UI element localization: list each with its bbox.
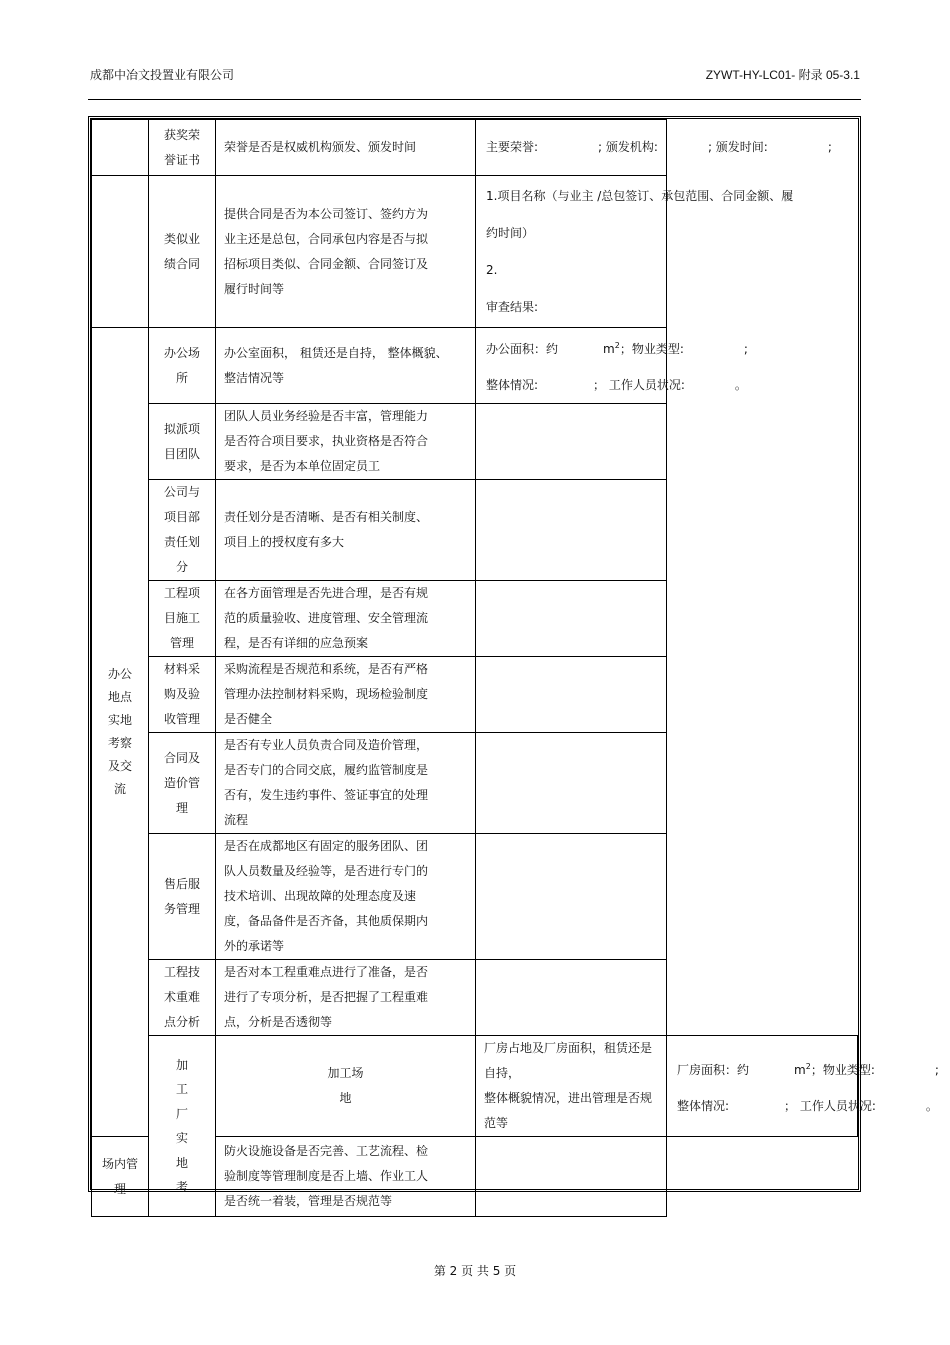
item-cell: 类似业 绩合同 (149, 176, 216, 328)
table-row (92, 1036, 858, 1137)
item-cell: 加工场 地 (216, 1036, 476, 1137)
content-cell: 是否有专业人员负责合同及造价管理， 是否专门的合同交底，履约监管制度是 否有，发生违约事件、签证事宜的处理 流程 (216, 733, 476, 834)
result-cell-empty (476, 404, 667, 480)
result-cell: 主要荣誉: ; 颁发机构: ; 颁发时间: ; (476, 120, 667, 176)
content-cell: 在各方面管理是否先进合理，是否有规 范的质量验收、进度管理、安全管理流 程，是否有详细的应急预案 (216, 581, 476, 657)
item-cell: 材料采 购及验 收管理 (149, 657, 216, 733)
content-cell: 是否对本工程重难点进行了准备，是否 进行了专项分析，是否把握了工程重难 点，分析是否透彻等 (216, 960, 476, 1036)
table-row (92, 581, 858, 657)
table-row (92, 120, 858, 176)
content-cell: 厂房占地及厂房面积，租赁还是自持， 整体概貌情况，进出管理是否规范等 (476, 1036, 667, 1137)
item-cell: 公司与 项目部 责任划 分 (149, 480, 216, 581)
table-row (92, 176, 858, 328)
item-cell: 合同及 造价管 理 (149, 733, 216, 834)
result-cell-empty (476, 960, 667, 1036)
table-row (92, 480, 858, 581)
section-factory-visit: 加 工 厂 实 地 考 (149, 1036, 216, 1217)
table-row (92, 657, 858, 733)
result-cell-empty (476, 581, 667, 657)
header-rule (88, 99, 861, 100)
item-cell: 工程项 目施工 管理 (149, 581, 216, 657)
result-cell: 1.项目名称（与业主 /总包签订、承包范围、合同金额、履 约时间） 2. 审查结果: (476, 176, 667, 328)
table-row (92, 328, 858, 404)
document-code: ZYWT-HY-LC01- 附录 05-3.1 (705, 68, 860, 82)
content-cell: 防火设施设备是否完善、工艺流程、检 验制度等管理制度是否上墙、作业工人 是否统一着装，管理是否规范等 (216, 1137, 476, 1217)
result-cell-empty (476, 657, 667, 733)
content-cell: 办公室面积， 租赁还是自持， 整体概貌、 整洁情况等 (216, 328, 476, 404)
company-name: 成都中冶文投置业有限公司 (90, 68, 235, 82)
inspection-table (91, 119, 939, 1217)
item-cell: 工程技 术重难 点分析 (149, 960, 216, 1036)
page-number: 第 2 页 共 5 页 (433, 1264, 517, 1278)
result-cell-empty (476, 834, 667, 960)
table-row (92, 960, 858, 1036)
content-cell: 采购流程是否规范和系统，是否有严格 管理办法控制材料采购，现场检验制度 是否健全 (216, 657, 476, 733)
inspection-table-frame (88, 116, 939, 1208)
result-cell-empty (476, 1137, 667, 1217)
item-cell: 办公场 所 (149, 328, 216, 404)
item-cell: 拟派项 目团队 (149, 404, 216, 480)
item-cell: 获奖荣 誉证书 (149, 120, 216, 176)
section-cell-empty (92, 120, 149, 176)
content-cell: 团队人员业务经验是否丰富，管理能力 是否符合项目要求，执业资格是否符合 要求，是否为本单位固定员工 (216, 404, 476, 480)
result-cell: 办公面积：约 $m^2$；物业类型: ; 整体情况: ； 工作人员状况: 。 (476, 328, 667, 404)
content-cell: 提供合同是否为本公司签订、签约方为 业主还是总包，合同承包内容是否与拟 招标项目类似、合同金额、合同签订及 履行时间等 (216, 176, 476, 328)
section-office-visit: 办公 地点 实地 考察 及交 流 (92, 328, 149, 1137)
table-row (92, 834, 858, 960)
item-cell: 场内管 理 (92, 1137, 149, 1217)
section-cell-empty (92, 176, 149, 328)
result-cell-empty (476, 480, 667, 581)
item-cell: 售后服 务管理 (149, 834, 216, 960)
table-row (92, 733, 858, 834)
result-cell-empty (476, 733, 667, 834)
content-cell: 责任划分是否清晰、是否有相关制度、 项目上的授权度有多大 (216, 480, 476, 581)
content-cell: 是否在成都地区有固定的服务团队、团 队人员数量及经验等，是否进行专门的 技术培训、出现故障的处理态度及速 度，备品备件是否齐备，其他质保期内 外的承诺等 (216, 834, 476, 960)
content-cell: 荣誉是否是权威机构颁发、颁发时间 (216, 120, 476, 176)
result-cell: 厂房面积：约 $m^2$；物业类型: ; 整体情况: ； 工作人员状况: 。 (667, 1036, 858, 1137)
table-row (92, 404, 858, 480)
